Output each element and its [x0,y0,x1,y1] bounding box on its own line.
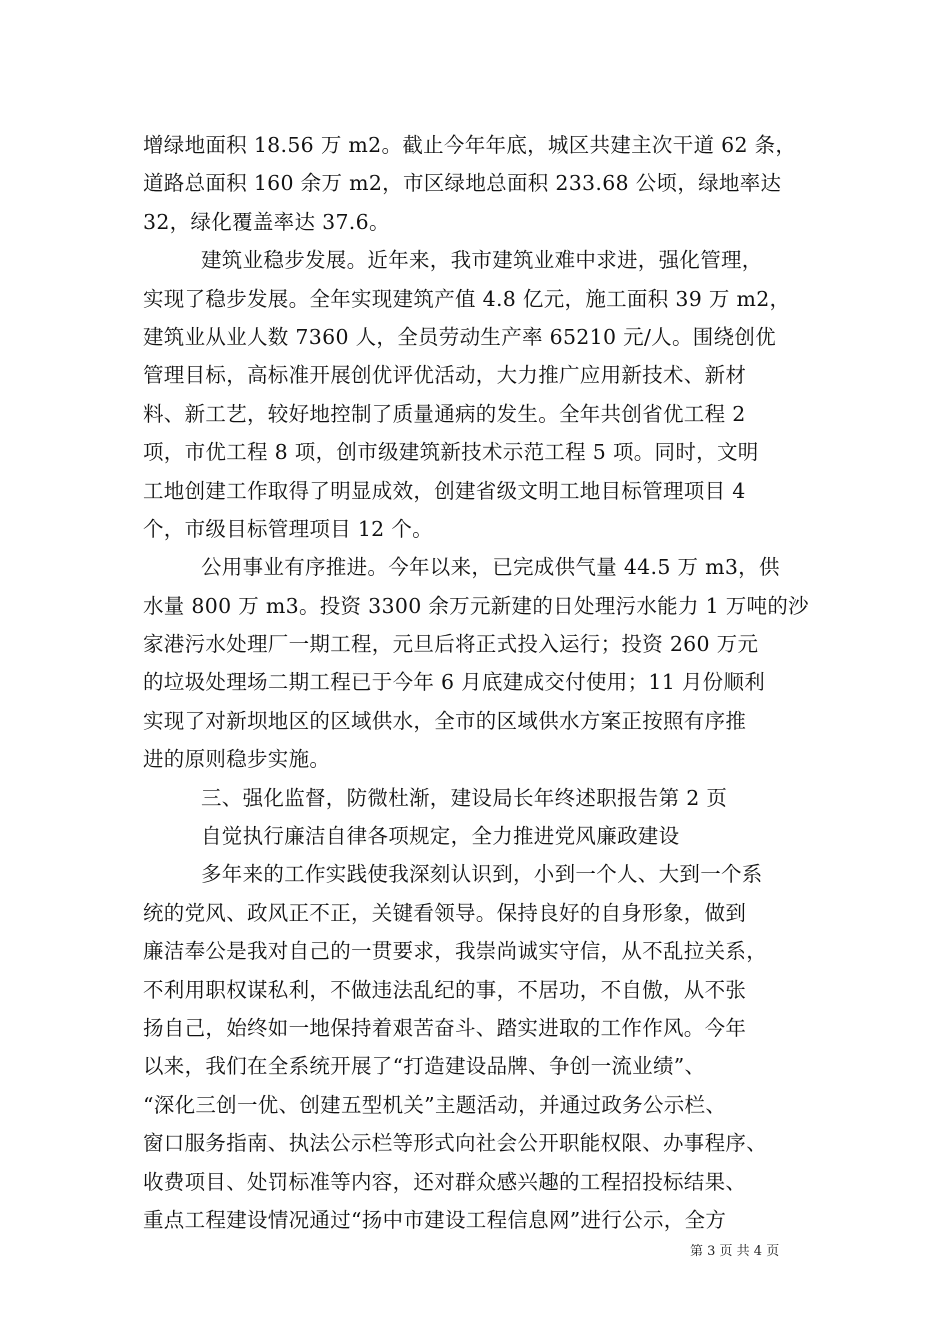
text-line: 增绿地面积 18.56 万 m2。截止今年年底，城区共建主次干道 62 条， [143,133,797,157]
text-line: 不利用职权谋私利，不做违法乱纪的事，不居功，不自傲，从不张 [143,977,747,1002]
text-line: 工地创建工作取得了明显成效，创建省级文明工地目标管理项目 4 [143,478,746,503]
text-line: 家港污水处理厂一期工程，元旦后将正式投入运行；投资 260 万元 [143,632,759,657]
text-line: 重点工程建设情况通过“扬中市建设工程信息网”进行公示，全方 [143,1207,727,1232]
text-line: 收费项目、处罚标准等内容，还对群众感兴趣的工程招投标结果、 [143,1169,747,1194]
text-line: 道路总面积 160 余万 m2，市区绿地总面积 233.68 公顷，绿地率达 [143,171,782,196]
section-heading: 三、强化监督，防微杜渐，建设局长年终述职报告第 2 页 [201,785,728,810]
body-text [143,126,811,1239]
text-line: 个，市级目标管理项目 12 个。 [143,516,433,541]
text-line: 料、新工艺，较好地控制了质量通病的发生。全年共创省优工程 2 [143,401,746,426]
text-line: 进的原则稳步实施。 [143,747,331,772]
text-line: “深化三创一优、创建五型机关”主题活动，并通过政务公示栏、 [143,1092,727,1117]
text-line: 以来，我们在全系统开展了“打造建设品牌、争创一流业绩”、 [143,1054,706,1079]
paragraph-start-line: 建筑业稳步发展。近年来，我市建筑业难中求进，强化管理， [201,248,763,273]
text-line: 的垃圾处理场二期工程已于今年 6 月底建成交付使用；11 月份顺利 [143,670,766,695]
text-line: 建筑业从业人数 7360 人，全员劳动生产率 65210 元/人。围绕创优 [143,324,776,349]
text-line: 窗口服务指南、执法公示栏等形式向社会公开职能权限、办事程序、 [143,1131,767,1156]
section-subheading: 自觉执行廉洁自律各项规定，全力推进党风廉政建设 [201,824,680,849]
text-line: 32，绿化覆盖率达 37.6。 [143,209,390,234]
text-line: 实现了对新坝地区的区域供水，全市的区域供水方案正按照有序推 [143,708,747,733]
text-line: 实现了稳步发展。全年实现建筑产值 4.8 亿元，施工面积 39 万 m2， [143,286,791,311]
page-number-footer: 第 3 页 共 4 页 [690,1244,780,1259]
text-line: 统的党风、政风正不正，关键看领导。保持良好的自身形象，做到 [143,900,747,925]
paragraph-start-line: 公用事业有序推进。今年以来，已完成供气量 44.5 万 m3，供 [201,555,780,580]
text-line: 管理目标，高标准开展创优评优活动，大力推广应用新技术、新材 [143,363,747,388]
paragraph-start-line: 多年来的工作实践使我深刻认识到，小到一个人、大到一个系 [201,862,763,887]
text-line: 水量 800 万 m3。投资 3300 余万元新建的日处理污水能力 1 万吨的沙 [143,593,809,618]
text-line: 项，市优工程 8 项，创市级建筑新技术示范工程 5 项。同时，文明 [143,440,759,465]
text-line: 廉洁奉公是我对自己的一贯要求，我崇尚诚实守信，从不乱拉关系， [143,939,767,964]
text-line: 扬自己，始终如一地保持着艰苦奋斗、踏实进取的工作作风。今年 [143,1015,747,1040]
